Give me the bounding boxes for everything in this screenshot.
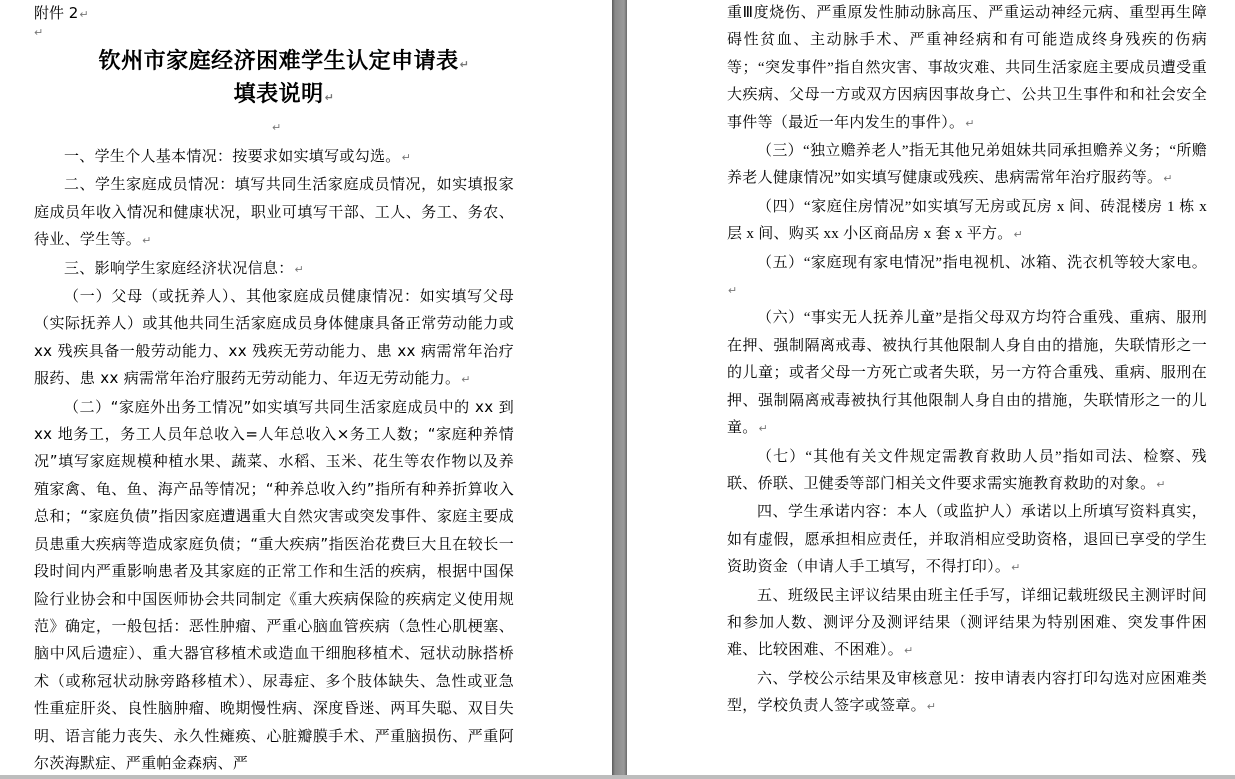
paragraph: （一）父母（或抚养人）、其他家庭成员健康情况：如实填写父母（实际抚养人）或其他共同生活家庭成员身体健康具备正常劳动能力或 xx 残疾具备一般劳动能力、xx 残疾无劳动能力、患 xx 病需常年治疗服药、患 xx 病需常年治疗服药无劳动能力、年迈无劳动能力。↵ (34, 287, 514, 388)
paragraph-mark-icon: ↵ (459, 58, 470, 71)
paragraph: （四）“家庭住房情况”如实填写无房或瓦房 x 间、砖混楼房 1 栋 x 层 x 间、购买 xx 小区商品房 x 套 x 平方。↵ (727, 198, 1207, 243)
document-title: 钦州市家庭经济困难学生认定申请表↵ (98, 49, 470, 74)
paragraph: （二）“家庭外出务工情况”如实填写共同生活家庭成员中的 xx 到 xx 地务工，务工人员年总收入=人年总收入×务工人数；“家庭种养情况”填写家庭规模种植水果、蔬菜、水稻、玉米、花生等农作物以及养殖家禽、龟、鱼、海产品等情况；“种养总收入约”指所有种养折算收入总和；“家庭负债”指因家庭遭遇重大自然灾害或突发事件、家庭主要成员患重大疾病等造成家庭负债；“重大疾病”指医治花费巨大且在较长一段时间内严重影响患者及其家庭的正常工作和生活的疾病，根据中国保险行业协会和中国医师协会共同制定《重大疾病保险的疾病定义使用规范》确定，一般包括：恶性肿瘤、严重心脑血管疾病（急性心肌梗塞、脑中风后遗症）、重大器官移植术或造血干细胞移植术、冠状动脉搭桥术（或称冠状动脉旁路移植术）、尿毒症、多个肢体缺失、急性或亚急性重症肝炎、良性脑肿瘤、晚期慢性病、深度昏迷、两耳失聪、双目失明、语言能力丧失、永久性瘫痪、心脏瓣膜手术、严重脑损伤、严重阿尔茨海默症、严重帕金森病、严 (34, 397, 514, 772)
paragraph-mark-icon: ↵ (461, 373, 471, 387)
paragraph: 三、影响学生家庭经济状况信息：↵ (64, 258, 305, 277)
paragraph-mark-icon: ↵ (294, 262, 305, 276)
paragraph: 重Ⅲ度烧伤、严重原发性肺动脉高压、严重运动神经元病、重型再生障碍性贫血、主动脉手术、严重神经病和有可能造成终身残疾的伤病等；“突发事件”指自然灾害、事故灾难、共同生活家庭主要成员遭受重大疾病、父母一方或双方因病因事故身亡、公共卫生事件和和社会安全事件等（最近一年内发生的事件）。↵ (727, 5, 1207, 131)
annex-label: 附件 2↵ (34, 4, 89, 22)
paragraph: （七）“其他有关文件规定需教育救助人员”指如司法、检察、残联、侨联、卫健委等部门相关文件要求需实施教育救助的对象。↵ (727, 448, 1207, 492)
paragraph-mark-icon: ↵ (758, 423, 769, 436)
paragraph-mark-icon: ↵ (324, 91, 335, 104)
paragraph: 一、学生个人基本情况：按要求如实填写或勾选。↵ (64, 147, 412, 165)
paragraph: （五）“家庭现有家电情况”指电视机、冰箱、洗衣机等较大家电。↵ (728, 254, 1207, 298)
paragraph-mark-icon: ↵ (1011, 562, 1021, 575)
paragraph-mark-icon: ↵ (401, 151, 412, 164)
paragraph-mark-icon: ↵ (1013, 229, 1024, 242)
paragraph-mark-icon: ↵ (728, 285, 738, 298)
horizontal-scrollbar[interactable] (0, 775, 1235, 779)
paragraph-mark-icon: ↵ (1163, 173, 1173, 186)
document-page-left (0, 0, 612, 779)
paragraph-mark-icon: ↵ (965, 117, 975, 130)
paragraph: （三）“独立赡养老人”指无其他兄弟姐妹共同承担赡养义务；“所赡养老人健康情况”如实填写健康或残疾、患病需常年治疗服药等。↵ (727, 143, 1207, 187)
right-body-text (727, 0, 1207, 722)
paragraph-mark-icon: ↵ (79, 8, 89, 21)
paragraph: 四、学生承诺内容：本人（或监护人）承诺以上所填写资料真实，如有虚假，愿承担相应责任，并取消相应受助资格，退回已享受的学生资助资金（申请人手工填写，不得打印）。↵ (727, 504, 1207, 576)
paragraph-mark-icon: ↵ (272, 121, 282, 134)
paragraph: 六、学校公示结果及审核意见：按申请表内容打印勾选对应困难类型，学校负责人签字或签章。↵ (727, 670, 1207, 715)
paragraph-mark-icon: ↵ (34, 26, 44, 39)
paragraph-mark-icon: ↵ (1156, 478, 1166, 491)
paragraph-mark-icon: ↵ (142, 234, 152, 248)
left-body-text (34, 143, 514, 777)
paragraph-mark-icon: ↵ (926, 701, 937, 714)
paragraph: 二、学生家庭成员情况：填写共同生活家庭成员情况，如实填报家庭成员年收入情况和健康状况，职业可填写干部、工人、务工、务农、待业、学生等。↵ (34, 175, 514, 249)
page-gutter (612, 0, 627, 779)
paragraph-mark-icon: ↵ (904, 645, 914, 658)
paragraph: （六）“事实无人抚养儿童”是指父母双方均符合重残、重病、服刑在押、强制隔离戒毒、被执行其他限制人身自由的措施，失联情形之一的儿童；或者父母一方死亡或者失联，另一方符合重残、重病、服刑在押、强制隔离戒毒被执行其他限制人身自由的措施，失联情形之一的儿童。↵ (727, 310, 1207, 437)
document-subtitle: 填表说明↵ (233, 82, 335, 107)
paragraph: 五、班级民主评议结果由班主任手写，详细记载班级民主测评时间和参加人数、测评分及测评结果（测评结果为特别困难、突发事件困难、比较困难、不困难）。↵ (727, 587, 1207, 659)
